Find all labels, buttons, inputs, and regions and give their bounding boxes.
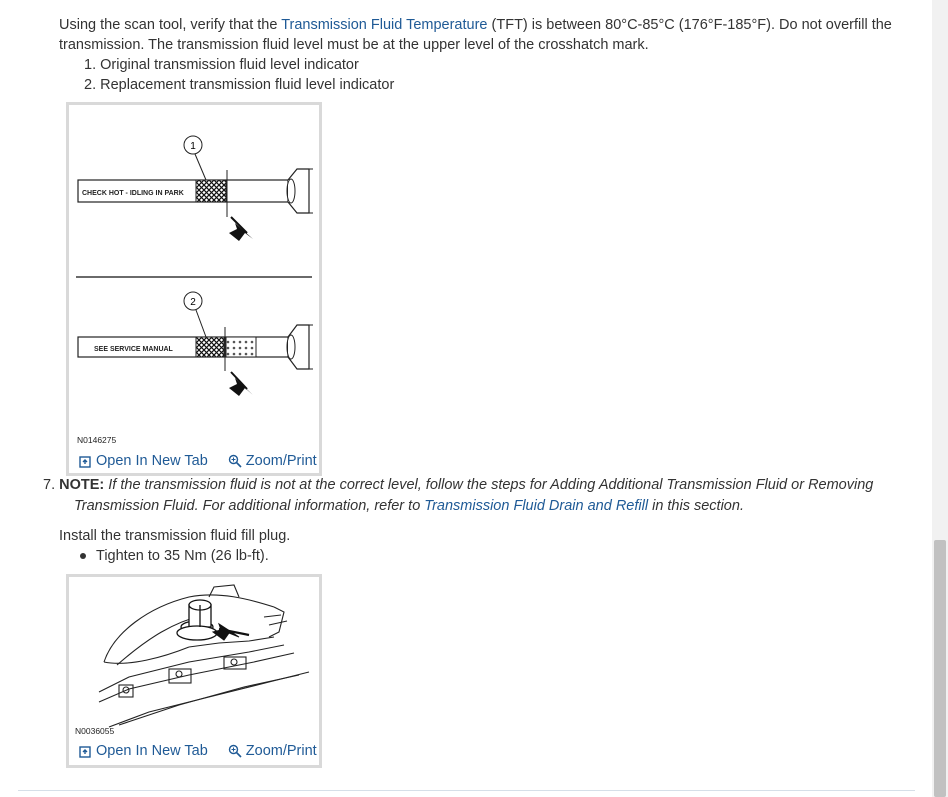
open-label: Open In New Tab <box>96 743 208 759</box>
fill-plug-illustration <box>69 577 319 732</box>
intro-text-cont: (TFT) is between 80°C-85°C (176°F-185°F). Do not overfill the <box>487 17 892 33</box>
intro-line-2: transmission. The transmission fluid level must be at the upper level of the crosshatch mark. <box>59 37 649 53</box>
bullet-dot <box>80 553 86 559</box>
figure-2-id: N0036055 <box>75 726 115 736</box>
scrollbar-thumb[interactable] <box>934 540 946 797</box>
callout-1: 1 <box>190 141 196 152</box>
dipstick-illustration <box>69 105 319 445</box>
scrollbar-track[interactable] <box>932 0 948 797</box>
zoom-label: Zoom/Print <box>245 743 317 759</box>
open-label: Open In New Tab <box>96 453 208 469</box>
open-in-new-tab-button[interactable] <box>79 743 208 759</box>
step-7-line-2 <box>74 496 744 516</box>
zoom-print-button[interactable] <box>228 453 317 469</box>
top-edge <box>0 0 948 6</box>
figure-2-actions <box>69 743 319 759</box>
dipstick-1-label: CHECK HOT - IDLING IN PARK <box>82 190 184 197</box>
torque-text: Tighten to 35 Nm (26 lb-ft). <box>96 548 269 564</box>
note-label: NOTE: <box>59 477 105 493</box>
section-divider <box>18 790 915 791</box>
figure-id: N0146275 <box>77 435 117 445</box>
figure-fill-plug <box>66 574 322 768</box>
install-instruction: Install the transmission fluid fill plug. <box>59 528 291 544</box>
step-7-line-1 <box>43 475 873 495</box>
torque-bullet <box>80 546 269 566</box>
step-number: 7. <box>43 477 56 493</box>
open-in-new-tab-button[interactable] <box>79 453 208 469</box>
replacement-dipstick <box>78 292 313 396</box>
fill-plug-bolt <box>177 600 217 640</box>
open-in-new-tab-icon <box>79 745 92 758</box>
note-text: If the transmission fluid is not at the correct level, follow the steps for Adding Additional Transmission Fluid or Removing <box>104 477 874 493</box>
magnifier-zoom-icon <box>228 454 242 468</box>
note-text-3: in this section. <box>648 498 744 514</box>
open-in-new-tab-icon <box>79 455 92 468</box>
figure-actions <box>69 453 319 469</box>
dipstick-2-label: SEE SERVICE MANUAL <box>94 346 173 353</box>
zoom-label: Zoom/Print <box>245 453 317 469</box>
intro-text: Using the scan tool, verify that the <box>59 17 282 33</box>
tft-link[interactable]: Transmission Fluid Temperature <box>281 17 488 33</box>
callout-2: 2 <box>190 297 196 308</box>
note-text-2: Transmission Fluid. For additional information, refer to <box>74 498 425 514</box>
figure-fluid-level-indicators <box>66 102 322 476</box>
zoom-print-button[interactable] <box>228 743 317 759</box>
legend-item-2: 2. Replacement transmission fluid level indicator <box>84 77 395 93</box>
original-dipstick <box>78 136 313 241</box>
drain-refill-link[interactable]: Transmission Fluid Drain and Refill <box>424 498 649 514</box>
legend-item-1: 1. Original transmission fluid level indicator <box>84 57 359 73</box>
intro-line-1 <box>59 15 892 35</box>
magnifier-zoom-icon <box>228 744 242 758</box>
